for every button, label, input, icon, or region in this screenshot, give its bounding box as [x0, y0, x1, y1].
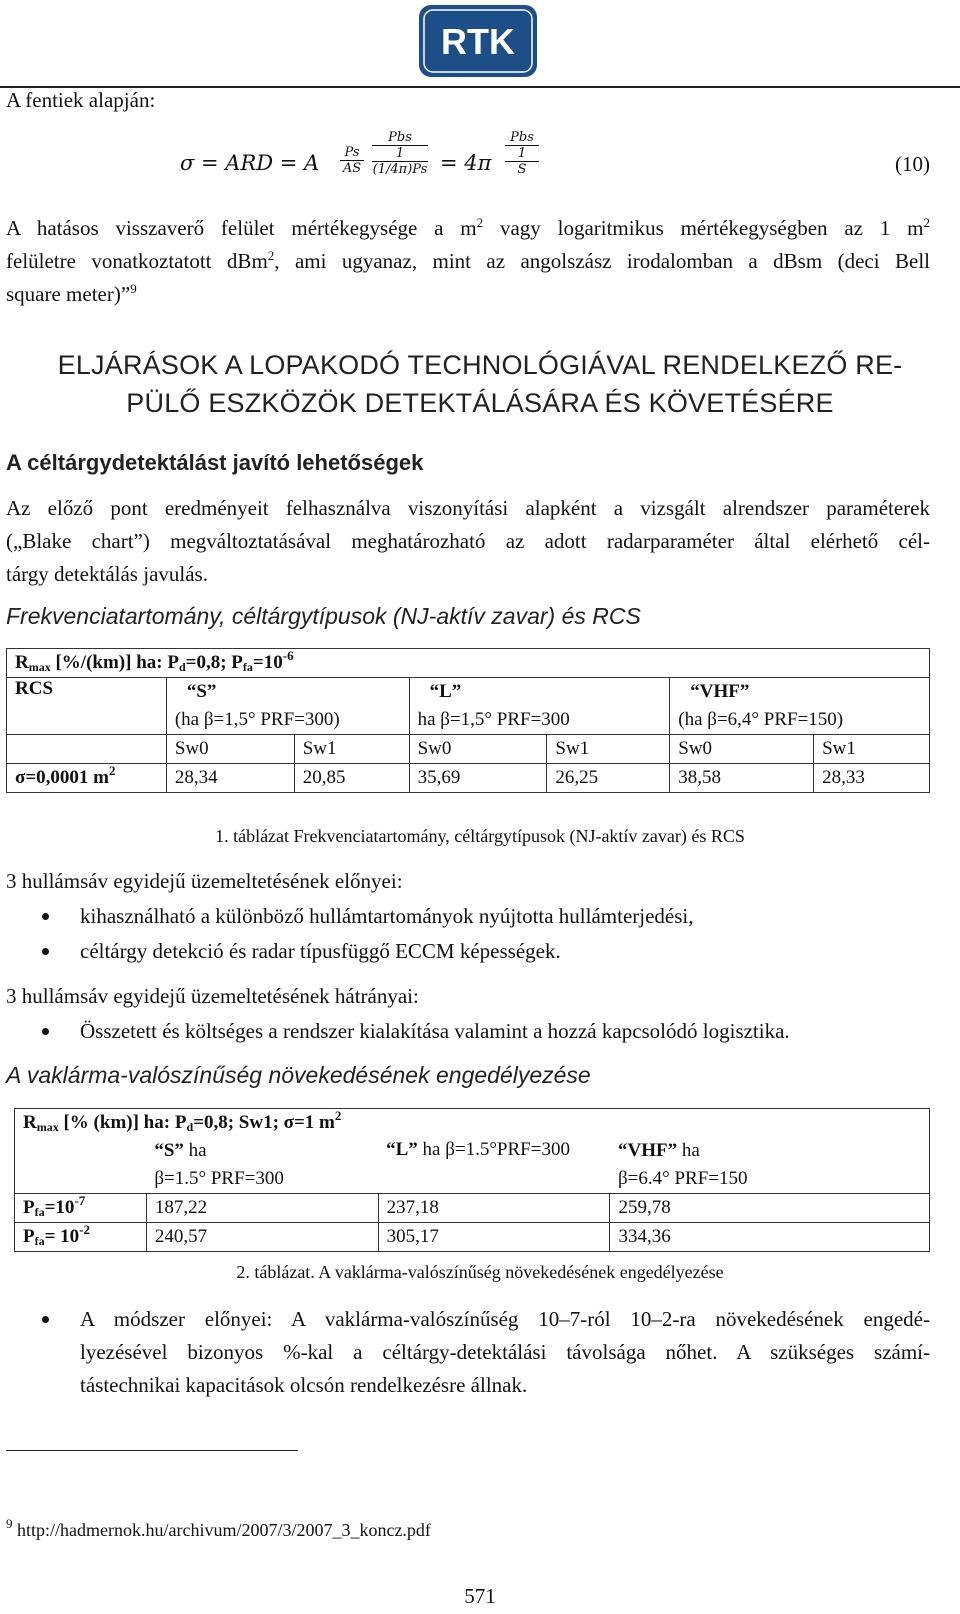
para-rcs-unit-line2: felületre vonatkoztatott dBm$^2$, ami ugyanaz, mint az angolszász irodalomban a dBsm (deci Bell — [6, 248, 930, 273]
table2-row-2 — [15, 1223, 930, 1252]
heading-false-alarm: A vaklárma-valószínűség növekedésének engedélyezése — [6, 1062, 591, 1088]
equation-number: (10) — [895, 152, 930, 176]
heading-frequency: Frekvenciatartomány, céltárgytípusok (NJ-aktív zavar) és RCS — [6, 603, 641, 629]
table1-caption: 1. táblázat Frekvenciatartomány, céltárgytípusok (NJ-aktív zavar) és RCS — [215, 826, 745, 846]
t2-band-vhf-params: β=6.4° PRF=150 — [610, 1165, 930, 1194]
table1-header-row — [7, 649, 930, 678]
section-title-line1: ELJÁRÁSOK A LOPAKODÓ TECHNOLÓGIÁVAL RENDELKEZŐ RE- — [57, 350, 903, 380]
final-line1: A módszer előnyei: A vaklárma-valószínűség 10–7-ról 10–2-ra növekedésének engedé- — [80, 1307, 930, 1331]
pfa-label-2: $P_{fa}= 10^{-2}$ — [15, 1223, 147, 1252]
bullet-icon — [42, 913, 49, 920]
table1-data-row — [7, 764, 930, 793]
pfa-label-1: $P_{fa}=10^{-7}$ — [15, 1194, 147, 1223]
advantages-title: 3 hullámsáv egyidejű üzemeltetésének előnyei: — [6, 869, 403, 893]
logo-text: RTK — [441, 21, 515, 62]
rcs-label: RCS — [7, 678, 167, 707]
value-cell: 334,36 — [610, 1223, 930, 1252]
rtk-logo — [418, 4, 538, 78]
sw-cell: Sw0 — [670, 735, 814, 764]
table2-band-row — [15, 1137, 930, 1165]
final-line2: lyezésével bizonyos %-kal a céltárgy-detektálási távolsága nőhet. A szükséges számí- — [80, 1340, 930, 1364]
t2-band-s: “S” ha — [154, 1140, 207, 1161]
bullet-icon — [42, 1316, 49, 1323]
page-number: 571 — [464, 1584, 496, 1608]
sw-cell: Sw0 — [166, 735, 294, 764]
band-l: “L” — [409, 678, 670, 707]
sw-cell: Sw1 — [294, 735, 409, 764]
value-cell: 38,58 — [670, 764, 814, 793]
value-cell: 305,17 — [378, 1223, 610, 1252]
sw-cell: Sw1 — [814, 735, 930, 764]
footnote: $^9$ http://hadmernok.hu/archivum/2007/3/2007_3_koncz.pdf — [6, 1516, 431, 1540]
t2-band-l: “L” ha β=1.5°PRF=300 — [386, 1139, 570, 1160]
sw-cell: Sw0 — [409, 735, 547, 764]
para-blake-line3: tárgy detektálás javulás. — [6, 562, 208, 586]
value-cell: 237,18 — [378, 1194, 610, 1223]
value-cell: 26,25 — [547, 764, 670, 793]
t2-band-vhf: “VHF” ha — [610, 1137, 930, 1165]
section-title-line2: PÜLŐ ESZKÖZÖK DETEKTÁLÁSÁRA ÉS KÖVETÉSÉRE — [126, 388, 834, 418]
table2-caption: 2. táblázat. A vaklárma-valószínűség növekedésének engedélyezése — [236, 1262, 724, 1282]
footnote-link[interactable]: http://hadmernok.hu/archivum/2007/3/2007_3_koncz.pdf — [12, 1520, 431, 1540]
value-cell: 20,85 — [294, 764, 409, 793]
para-rcs-unit-line3: square meter)”$^9$ — [6, 281, 137, 306]
disadvantage-item: Összetett és költséges a rendszer kialakítása valamint a hozzá kapcsolódó logisztika. — [80, 1019, 790, 1043]
t2-band-s-params: β=1.5° PRF=300 — [146, 1165, 378, 1194]
advantage-item: céltárgy detekció és radar típusfüggő ECCM képességek. — [80, 939, 561, 963]
table2-header-row — [15, 1109, 930, 1138]
fraction-1: Ps AS — [340, 145, 364, 176]
footnote-ref: 9 — [130, 281, 137, 296]
bullet-icon — [42, 948, 49, 955]
table2-row-1 — [15, 1194, 930, 1223]
fraction-3: Pbs 1 S — [505, 130, 539, 177]
subsection-title: A céltárgydetektálást javító lehetőségek — [6, 450, 424, 475]
sigma-label: σ=0,0001 $m^2$ — [7, 764, 167, 793]
para-blake-line2: („Blake chart”) megváltoztatásával meghatározható az adott radarparaméter által elérhető cél- — [6, 529, 930, 553]
value-cell: 240,57 — [146, 1223, 378, 1252]
table1-param-row — [7, 706, 930, 735]
para-blake-line1: Az előző pont eredményeit felhasználva viszonyítási alapként a vizsgált alrendszer paraméterek — [6, 496, 930, 520]
value-cell: 28,34 — [166, 764, 294, 793]
sw-cell: Sw1 — [547, 735, 670, 764]
intro-text: A fentiek alapján: — [6, 88, 156, 112]
equation-mid: = 4π — [440, 151, 492, 175]
equation-lhs: σ = ARD = A — [180, 151, 320, 175]
bullet-icon — [42, 1028, 49, 1035]
table1-band-row — [7, 678, 930, 707]
table2-header: $R_{max}$ [% (km)] ha: $P_d=0,8$; Sw1; σ=1 $m^2$ — [15, 1109, 930, 1138]
table1-header: $R_{max}$ [%/(km)] ha: $P_d=0,8$; $P_{fa}=10^{-6}$ — [7, 649, 930, 678]
band-l-params: ha β=1,5° PRF=300 — [409, 706, 670, 735]
table-1 — [6, 648, 930, 793]
fraction-2: Pbs 1 (1/4π)Ps — [372, 130, 428, 177]
table-2 — [14, 1108, 930, 1252]
band-s: “S” — [166, 678, 409, 707]
value-cell: 28,33 — [814, 764, 930, 793]
band-vhf-params: (ha β=6,4° PRF=150) — [670, 706, 930, 735]
footnote-rule — [6, 1450, 298, 1451]
equation-10 — [0, 128, 960, 200]
value-cell: 187,22 — [146, 1194, 378, 1223]
disadvantages-title: 3 hullámsáv egyidejű üzemeltetésének hátrányai: — [6, 984, 419, 1008]
final-line3: tástechnikai kapacitások olcsón rendelkezésre állnak. — [80, 1373, 528, 1397]
band-vhf: “VHF” — [670, 678, 930, 707]
para-rcs-unit-line1: A hatásos visszaverő felület mértékegysége a $m^2$ vagy logaritmikus mértékegységben az 1 $m^2$ — [6, 215, 930, 240]
value-cell: 35,69 — [409, 764, 547, 793]
advantage-item: kihasználható a különböző hullámtartományok nyújtotta hullámterjedési, — [80, 904, 694, 928]
table1-sw-row — [7, 735, 930, 764]
band-s-params: (ha β=1,5° PRF=300) — [166, 706, 409, 735]
value-cell: 259,78 — [610, 1194, 930, 1223]
